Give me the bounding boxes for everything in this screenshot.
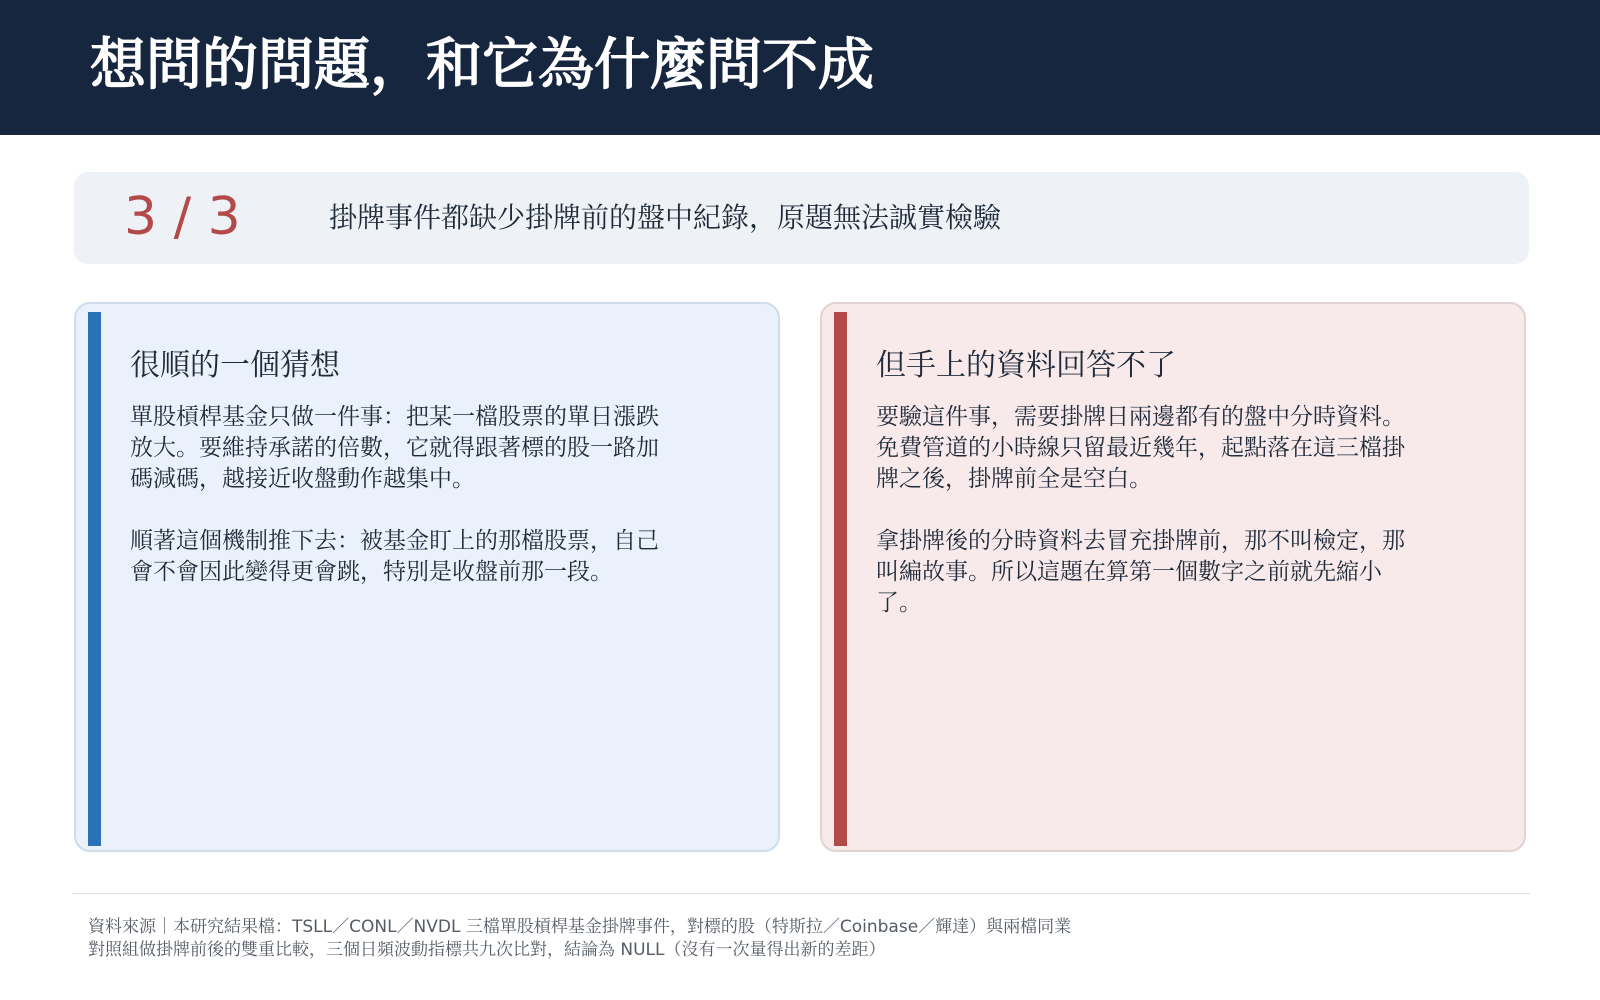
footnote-line: 對照組做掛牌前後的雙重比較，三個日頻波動指標共九次比對，結論為 NULL（沒有一次量得出新的差距）: [88, 940, 886, 960]
source-footnote: [88, 916, 1508, 962]
limitation-card-title: 但手上的資料回答不了: [876, 348, 1176, 383]
card-accent-bar: [834, 312, 847, 846]
step-heading: 掛牌事件都缺少掛牌前的盤中紀錄，原題無法誠實檢驗: [329, 201, 1002, 234]
hypothesis-card: [74, 302, 780, 852]
step-banner: [74, 172, 1529, 264]
step-counter: 3 / 3: [124, 187, 241, 247]
header-bar: [0, 0, 1600, 135]
hypothesis-card-title: 很順的一個猜想: [130, 348, 340, 383]
limitation-paragraph: 要驗這件事，需要掛牌日兩邊都有的盤中分時資料。免費管道的小時線只留最近幾年，起點落在這三檔掛牌之後，掛牌前全是空白。: [876, 404, 1405, 492]
page-title: 想問的問題，和它為什麼問不成: [90, 33, 874, 98]
hypothesis-paragraph: 順著這個機制推下去：被基金盯上的那檔股票，自己會不會因此變得更會跳，特別是收盤前那一段。: [130, 528, 659, 585]
hypothesis-card-body: [130, 402, 670, 619]
footnote-line: 資料來源｜本研究結果檔：TSLL／CONL／NVDL 三檔單股槓桿基金掛牌事件，對標的股（特斯拉／Coinbase／輝達）與兩檔同業: [88, 917, 1072, 937]
limitation-paragraph: 拿掛牌後的分時資料去冒充掛牌前，那不叫檢定，那叫編故事。所以這題在算第一個數字之前就先縮小了。: [876, 528, 1405, 616]
hypothesis-paragraph: 單股槓桿基金只做一件事：把某一檔股票的單日漲跌放大。要維持承諾的倍數，它就得跟著標的股一路加碼減碼，越接近收盤動作越集中。: [130, 404, 659, 492]
limitation-card: [820, 302, 1526, 852]
footer-divider: [72, 893, 1530, 894]
limitation-card-body: [876, 402, 1416, 650]
card-accent-bar: [88, 312, 101, 846]
